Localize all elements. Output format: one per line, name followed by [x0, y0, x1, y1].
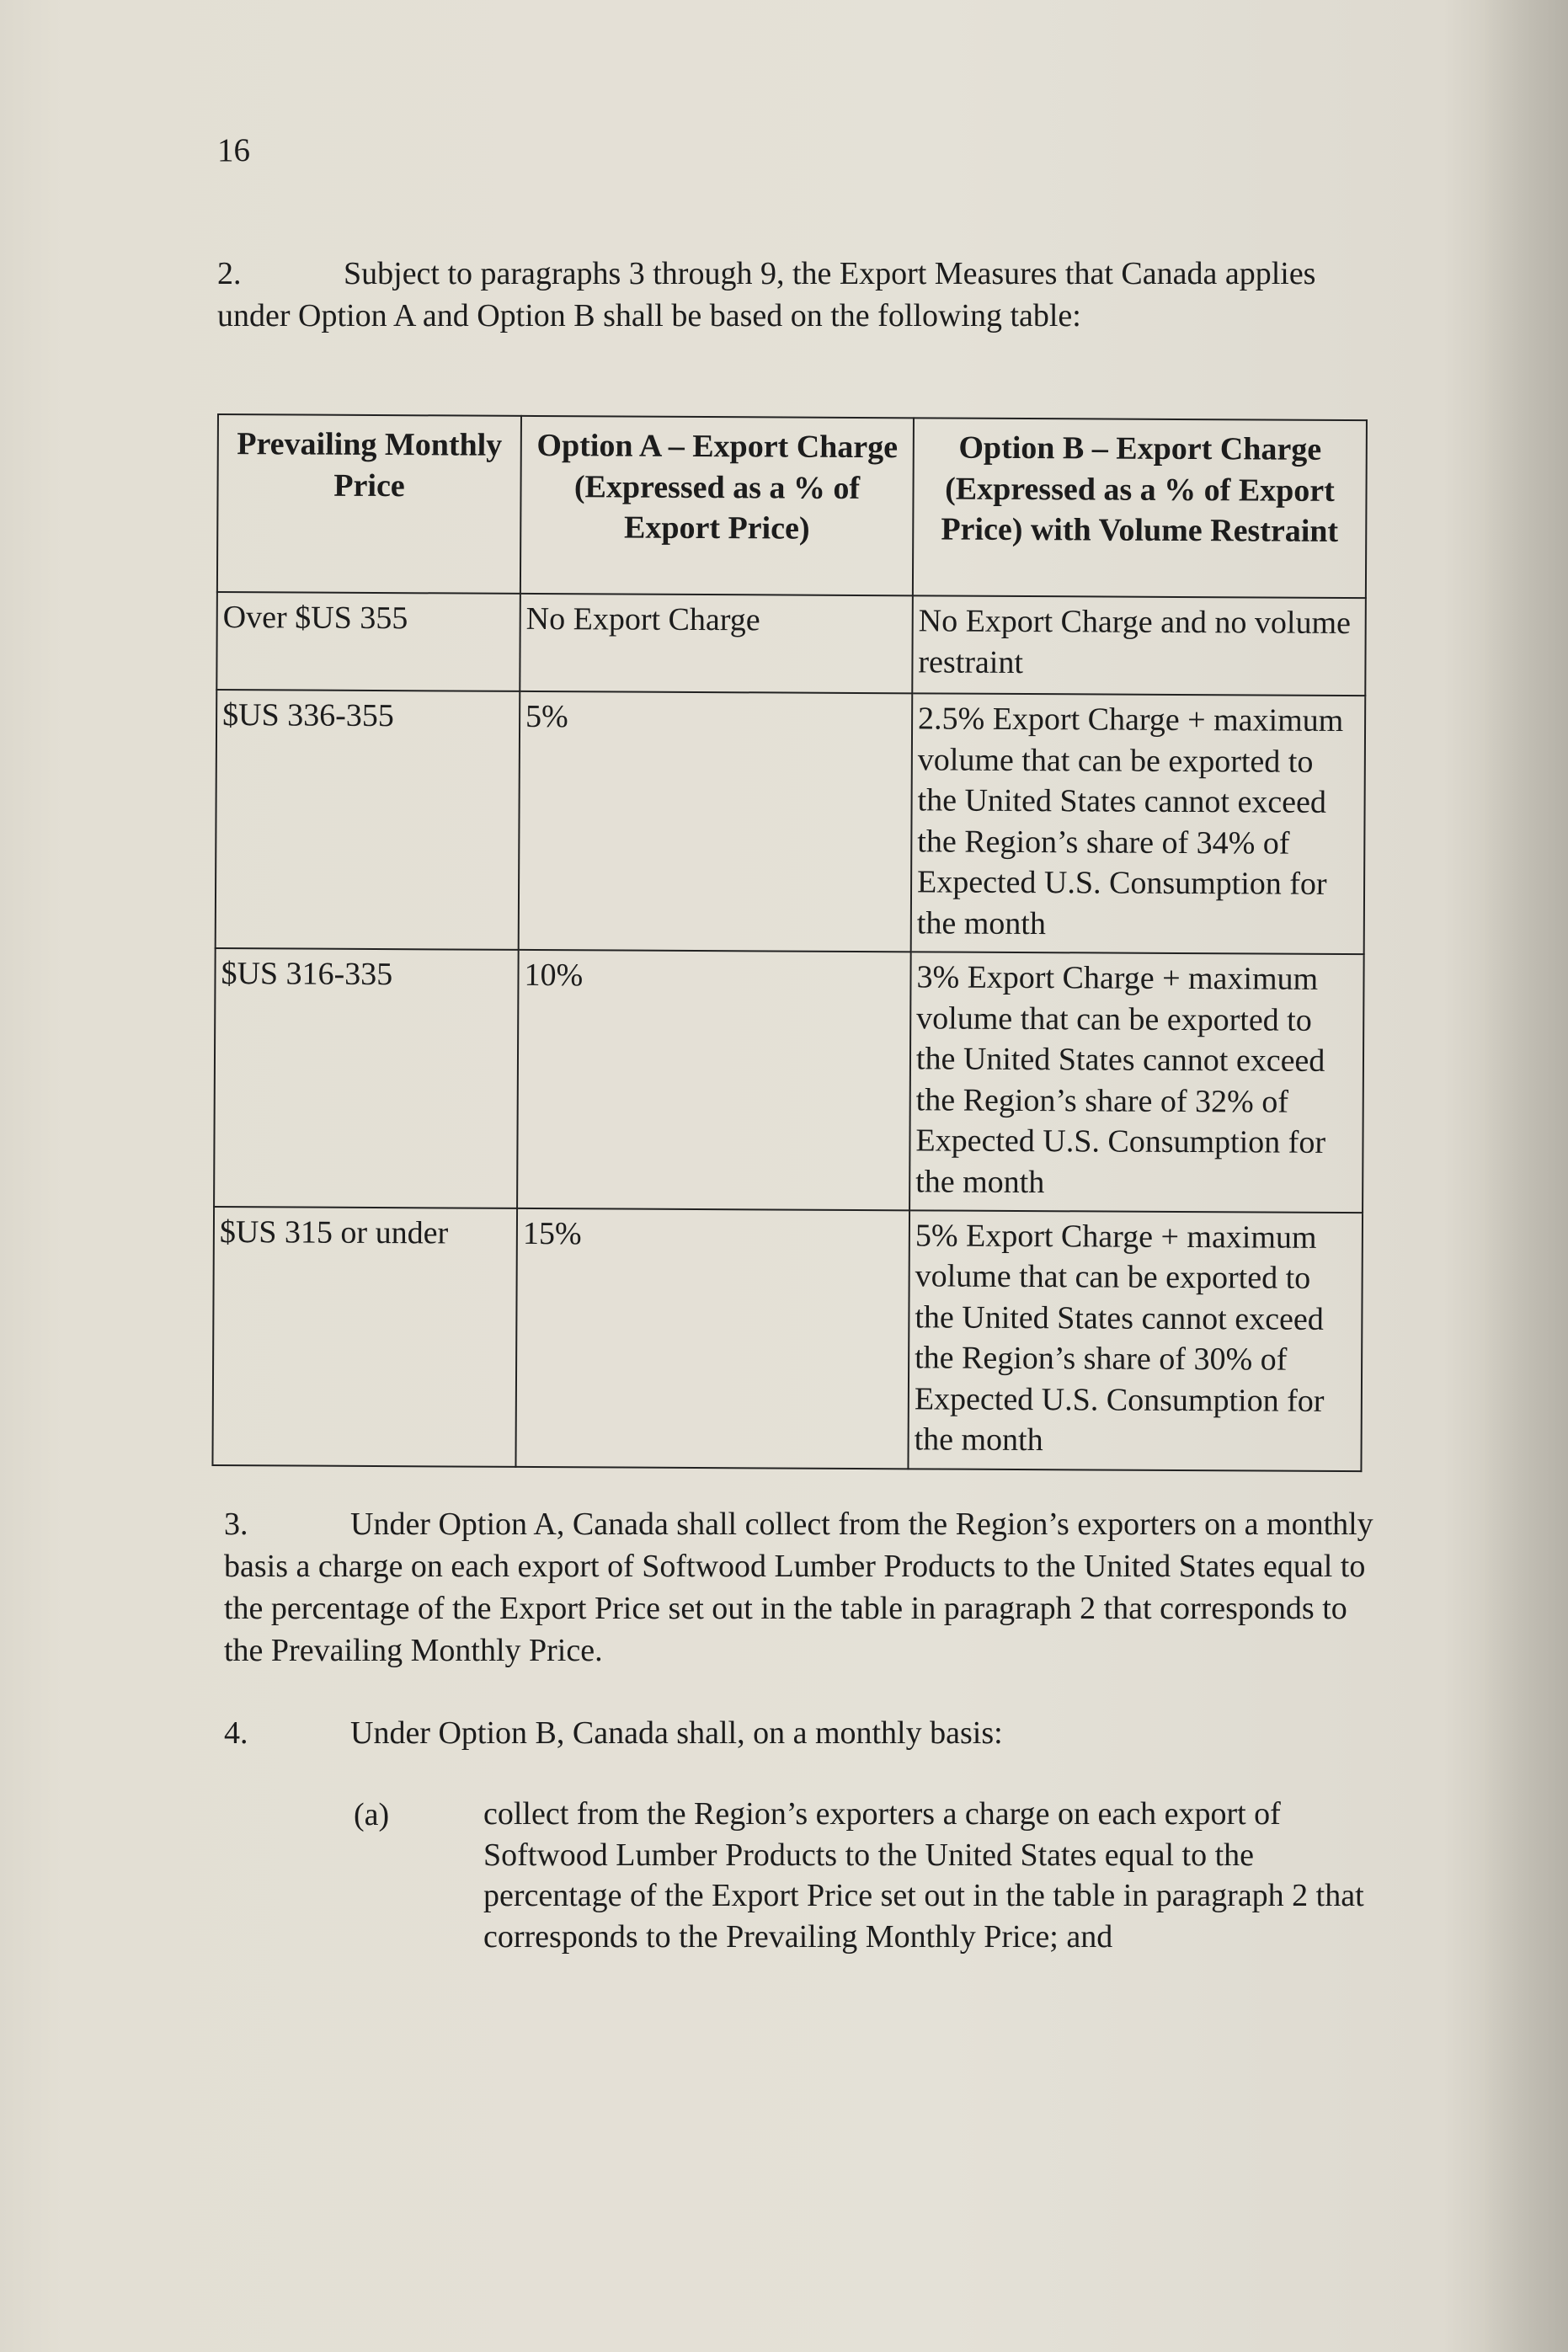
paragraph-4a-label: (a) [354, 1797, 390, 1832]
option-a-cell: 5% [519, 691, 913, 952]
paragraph-2 [217, 253, 1379, 337]
option-b-cell: 3% Export Charge + maximum volume that can be exported to the United States cannot exceed the Region’s share of 32% of Expected U.S. Consumption for the month [909, 952, 1364, 1213]
table-header-row [217, 414, 1367, 598]
price-cell: Over $US 355 [216, 592, 520, 691]
option-a-cell: 10% [517, 950, 911, 1210]
page-edge-shadow [1484, 0, 1568, 2352]
export-measures-table [211, 413, 1368, 1472]
option-b-cell: 2.5% Export Charge + maximum volume that can be exported to the United States cannot exceed the Region’s share of 34% of Expected U.S. Consumption for the month [911, 693, 1366, 954]
paragraph-2-text: Subject to paragraphs 3 through 9, the Export Measures that Canada applies under Option A and Option B shall be based on the following table: [217, 256, 1316, 333]
header-option-a: Option A – Export Charge (Expressed as a % of Export Price) [520, 416, 914, 596]
option-b-cell: No Export Charge and no volume restraint [912, 596, 1366, 696]
option-a-cell: No Export Charge [520, 594, 913, 693]
table-row [216, 690, 1366, 954]
paragraph-2-number: 2. [217, 256, 242, 291]
paragraph-3-text: Under Option A, Canada shall collect from the Region’s exporters on a monthly basis a charge on each export of Softwood Lumber Products to the United States equal to the percentage of the Export Price set out in the table in paragraph 2 that corresponds to the Prevailing Monthly Price. [224, 1507, 1373, 1668]
paragraph-4-text: Under Option B, Canada shall, on a monthly basis: [350, 1715, 1003, 1751]
price-cell: $US 316-335 [214, 948, 519, 1208]
header-option-b: Option B – Export Charge (Expressed as a % of Export Price) with Volume Restraint [913, 418, 1367, 598]
paragraph-4-number: 4. [224, 1715, 248, 1751]
table-row [214, 948, 1364, 1213]
price-cell: $US 336-355 [216, 690, 520, 950]
paragraph-3 [224, 1503, 1386, 1672]
option-b-cell: 5% Export Charge + maximum volume that can be exported to the United States cannot exceed the Region’s share of 30% of Expected U.S. Consumption for the month [908, 1210, 1363, 1471]
price-cell: $US 315 or under [212, 1207, 517, 1467]
paragraph-4 [224, 1712, 1386, 1754]
table-row [212, 1207, 1363, 1471]
page-number: 16 [217, 132, 250, 168]
header-prevailing-monthly-price: Prevailing Monthly Price [217, 414, 521, 594]
table-row [216, 592, 1366, 696]
paragraph-3-number: 3. [224, 1507, 248, 1542]
option-a-cell: 15% [515, 1208, 909, 1469]
paragraph-4a-text: collect from the Region’s exporters a charge on each export of Softwood Lumber Products to the United States equal to the percentage of the Export Price set out in the table in paragraph 2 that corresponds to the Prevailing Monthly Price; and [483, 1796, 1364, 1955]
